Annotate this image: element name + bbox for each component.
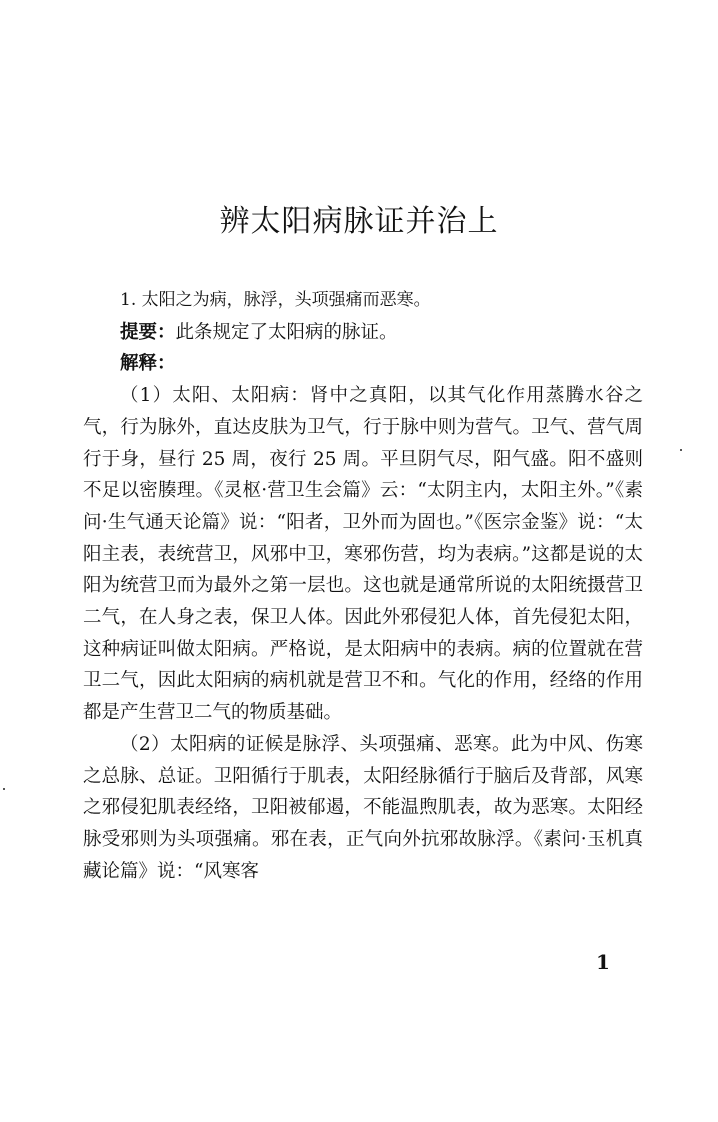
- scan-speck: [680, 449, 682, 451]
- clause-text: [83, 284, 643, 317]
- paragraph-2: （2）太阳病的证候是脉浮、头项强痛、恶寒。此为中风、伤寒之总脉、总证。卫阳循行于肌表，太阳经脉循行于脑后及背部，风寒之邪侵犯肌表经络，卫阳被郁遏，不能温煦肌表，故为恶寒。太阳经脉受邪则为头项强痛。邪在表，正气向外抗邪故脉浮。《素问·玉机真藏论篇》说：“风寒客: [83, 733, 643, 882]
- explanation-line: [83, 348, 643, 380]
- summary-text: 此条规定了太阳病的脉证。: [175, 321, 398, 343]
- body-text: [83, 284, 643, 887]
- page-number: 1: [596, 950, 610, 974]
- clause-content: 1. 太阳之为病，脉浮，头项强痛而恶寒。: [120, 290, 431, 310]
- explanation-label: 解释：: [120, 353, 176, 375]
- summary-line: [83, 317, 643, 349]
- scan-speck: [3, 788, 5, 790]
- chapter-title: 辨太阳病脉证并治上: [219, 204, 499, 239]
- summary-label: 提要：: [120, 321, 176, 343]
- paragraph-1: （1）太阳、太阳病：肾中之真阳，以其气化作用蒸腾水谷之气，行为脉外，直达皮肤为卫气，行于脉中则为营气。卫气、营气周行于身，昼行 25 周，夜行 25 周。平旦阴气尽，阳气盛。阳不盛则不足以密腠理。《灵枢·营卫生会篇》云：“太阴主内，太阳主外。”《素问·生气通天论篇》说：“阳者，卫外而为固也。”《医宗金鉴》说：“太阳主表，表统营卫，风邪中卫，寒邪伤营，均为表病。”这都是说的太阳为统营卫而为最外之第一层也。这也就是通常所说的太阳统摄营卫二气，在人身之表，保卫人体。因此外邪侵犯人体，首先侵犯太阳，这种病证叫做太阳病。严格说，是太阳病中的表病。病的位置就在营卫二气，因此太阳病的病机就是营卫不和。气化的作用，经络的作用都是产生营卫二气的物质基础。: [83, 385, 643, 724]
